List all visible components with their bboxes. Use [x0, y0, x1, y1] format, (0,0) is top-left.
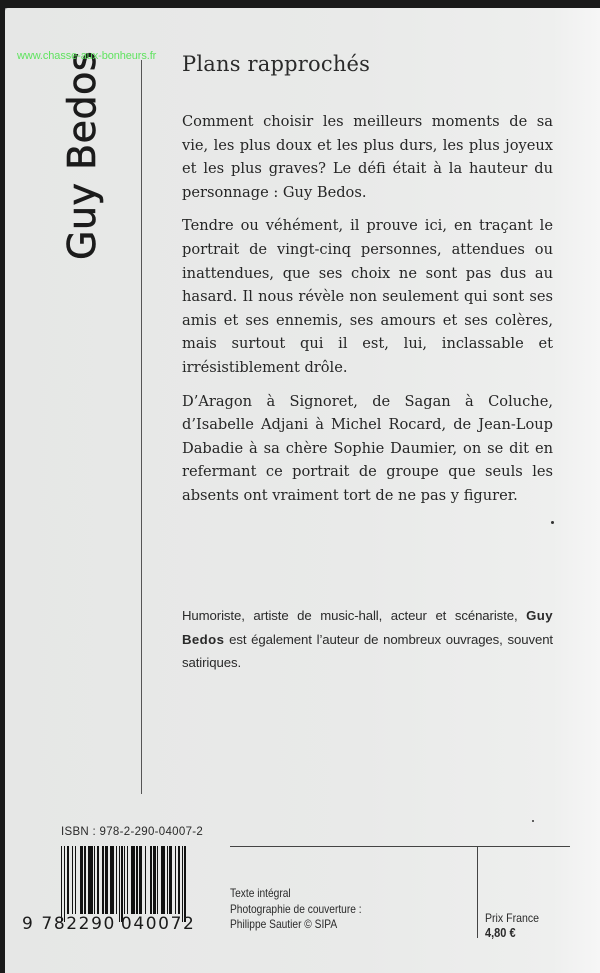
bio-rest: est également l’auteur de nombreux ouvrages, souvent satiriques.	[182, 631, 553, 670]
credits-line-1: Texte intégral	[230, 887, 291, 900]
price-divider-line	[477, 846, 478, 938]
spine-author-name: Guy Bedos	[60, 50, 104, 260]
blurb-paragraph-1: Comment choisir les meilleurs moments de sa vie, les plus doux et les plus durs, les plus joyeux et les plus graves? Le défi était à la hauteur du personnage : Guy Bedos.	[182, 113, 553, 201]
horizontal-divider-line	[230, 846, 570, 847]
isbn-label: ISBN : 978-2-290-04007-2	[61, 826, 204, 838]
barcode-digits-left: 782290	[41, 914, 116, 934]
price-block	[485, 911, 539, 941]
blurb-paragraph-3: D’Aragon à Signoret, de Sagan à Coluche, d’Isabelle Adjani à Michel Rocard, de Jean-Loup Dabadie à sa chère Sophie Daumier, on se dit en refermant ce portrait de groupe que seuls les absents ont vraiment tort de ne pas y figurer.	[182, 392, 553, 504]
price-label: Prix France	[485, 911, 539, 925]
barcode-digits	[22, 914, 195, 934]
blurb	[182, 110, 553, 518]
blurb-paragraph-2: Tendre ou véhément, il prouve ici, en traçant le portrait de vingt-cinq personnes, attendues ou inattendues, que ses choix ne sont pas dus au hasard. Il nous révèle non seulement qui sont ses amis et ses ennemis, ses amours et ses colères, mais surtout qui il est, lui, inclassable et irrésistiblement drôle.	[182, 217, 553, 376]
credits-line-3: Philippe Sautier © SIPA	[230, 918, 338, 931]
credits-block	[230, 886, 362, 933]
barcode	[61, 846, 187, 924]
watermark-url: www.chasse-aux-bonheurs.fr	[17, 50, 157, 62]
print-speck	[532, 820, 534, 822]
barcode-digits-right: 040072	[120, 914, 196, 934]
bio-author-name: Guy Bedos	[182, 608, 553, 647]
barcode-digit-lead: 9	[22, 914, 35, 934]
author-bio	[182, 604, 553, 675]
barcode-gap	[186, 846, 187, 914]
price-value: 4,80 €	[485, 926, 516, 940]
credits-line-2: Photographie de couverture :	[230, 902, 362, 916]
book-title: Plans rapprochés	[182, 52, 371, 76]
bio-line-1: Humoriste, artiste de music-hall, acteur et scénariste,	[182, 608, 518, 623]
print-speck	[551, 521, 554, 524]
vertical-divider-line	[141, 60, 142, 794]
